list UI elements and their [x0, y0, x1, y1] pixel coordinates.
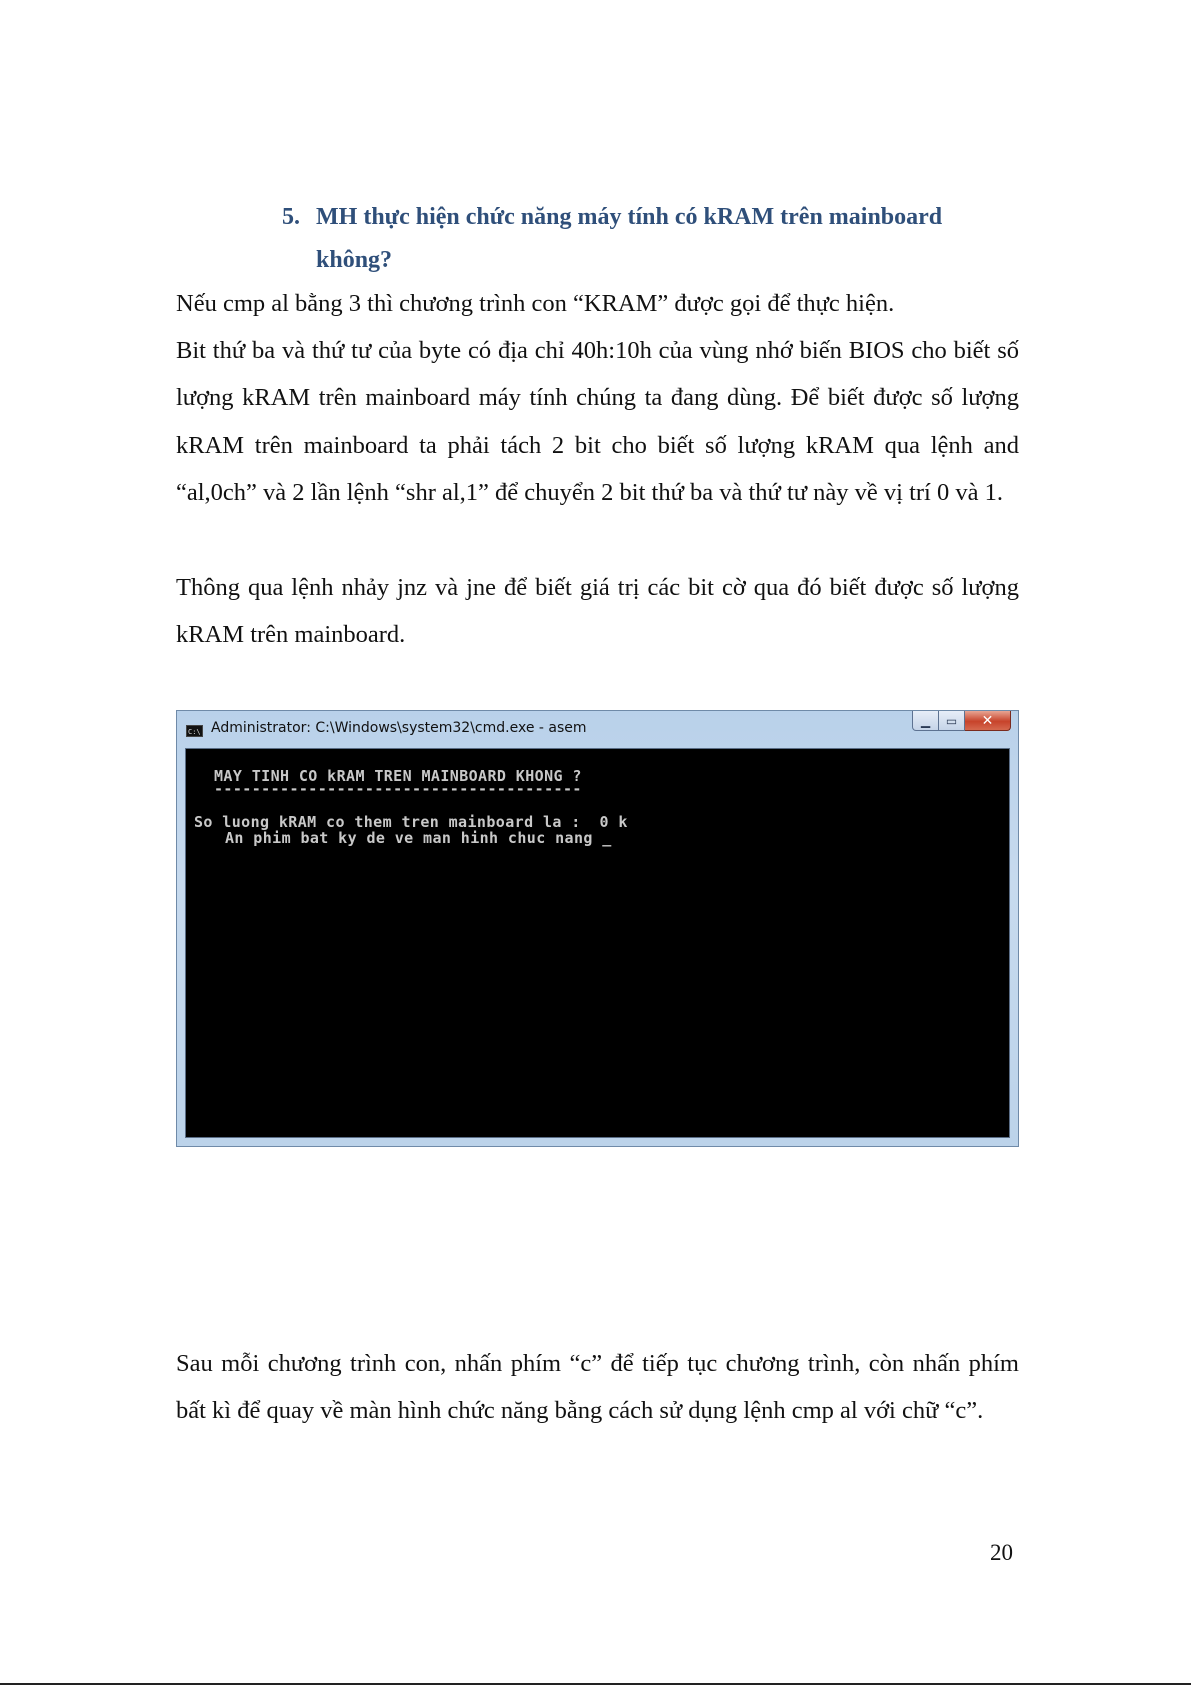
cmd-icon: C:\: [186, 725, 203, 737]
section-heading: [282, 196, 1002, 282]
console-result: So luong kRAM co them tren mainboard la : 0 k: [194, 813, 628, 831]
console-underline: ---------------------------------------: [214, 780, 582, 798]
paragraph-bios-bits: Bit thứ ba và thứ tư của byte có địa chỉ 40h:10h của vùng nhớ biến BIOS cho biết số lượng kRAM trên mainboard máy tính chúng ta đang dùng. Để biết được số lượng kRAM trên mainboard ta phải tách 2 bit cho biết số lượng kRAM qua lệnh and “al,0ch” và 2 lần lệnh “shr al,1” để chuyển 2 bit thứ ba và thứ tư này về vị trí 0 và 1.: [176, 337, 1019, 507]
paragraph-jump-flags: Thông qua lệnh nhảy jnz và jne để biết giá trị các bit cờ qua đó biết được số lượng kRAM trên mainboard.: [176, 574, 1019, 649]
window-controls: [912, 711, 1011, 733]
cmd-window-screenshot: [176, 710, 1019, 1147]
window-title: Administrator: C:\Windows\system32\cmd.exe - asem: [211, 720, 587, 736]
paragraph-continue: Sau mỗi chương trình con, nhấn phím “c” để tiếp tục chương trình, còn nhấn phím bất kì để quay về màn hình chức năng bằng cách sử dụng lệnh cmp al với chữ “c”.: [176, 1350, 1019, 1425]
console-heading: MAY TINH CO kRAM TREN MAINBOARD KHONG ?: [214, 767, 582, 785]
maximize-icon[interactable]: ▭: [939, 711, 965, 731]
console-prompt: An phim bat ky de ve man hinh chuc nang _: [225, 829, 612, 847]
window-titlebar: [177, 711, 1018, 747]
paragraph-kram-call: Nếu cmp al bằng 3 thì chương trình con “KRAM” được gọi để thực hiện.: [176, 290, 895, 317]
close-icon[interactable]: ✕: [965, 711, 1011, 731]
console-output: [185, 748, 1010, 1138]
section-number: 5.: [282, 204, 300, 230]
page-number: 20: [990, 1540, 1013, 1565]
section-title: MH thực hiện chức năng máy tính có kRAM trên mainboard không?: [316, 204, 943, 273]
minimize-icon[interactable]: ▁: [912, 711, 939, 731]
